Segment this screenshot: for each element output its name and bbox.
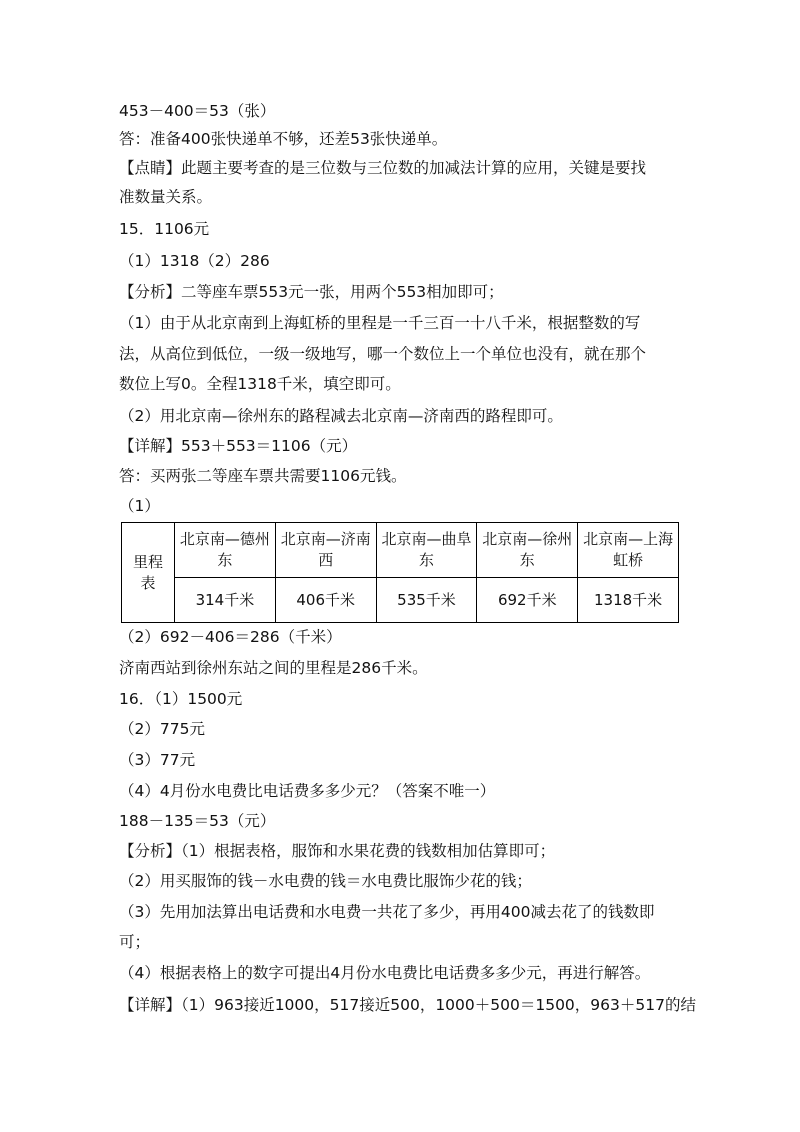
route-header: 北京南—曲阜东 (376, 523, 477, 578)
analysis-line: 【分析】二等座车票553元一张，用两个553相加即可； (119, 283, 504, 301)
analysis-16-part-3-cont: 可； (119, 933, 151, 951)
question-16-calc: 188－135＝53（元） (119, 812, 276, 830)
calc-line: 453－400＝53（张） (119, 102, 276, 120)
part-2-calc: （2）692－406＝286（千米） (119, 628, 342, 646)
part-1-label: （1） (119, 497, 160, 515)
route-header: 北京南—德州东 (175, 523, 276, 578)
question-16-part-1: 16．（1）1500元 (119, 690, 243, 708)
analysis-part-1-end: 数位上写0。全程1318千米，填空即可。 (119, 375, 401, 393)
answer-line: 答：准备400张快递单不够，还差53张快递单。 (119, 130, 448, 148)
question-16-part-4: （4）4月份水电费比电话费多多少元？（答案不唯一） (119, 782, 496, 800)
distance-cell: 406千米 (275, 578, 376, 623)
route-header: 北京南—济南西 (275, 523, 376, 578)
question-15-answer: 15．1106元 (119, 220, 210, 238)
question-16-part-2: （2）775元 (119, 720, 205, 738)
analysis-16-part-3: （3）先用加法算出电话费和水电费一共花了多少，再用400减去花了的钱数即 (119, 903, 655, 921)
mileage-table (121, 522, 679, 623)
distance-cell: 535千米 (376, 578, 477, 623)
analysis-16-part-1: 【分析】（1）根据表格，服饰和水果花费的钱数相加估算即可； (119, 842, 556, 860)
detail-16-line: 【详解】（1）963接近1000，517接近500，1000＋500＝1500，963＋517的结 (119, 996, 696, 1014)
question-16-part-3: （3）77元 (119, 751, 196, 769)
analysis-16-part-2: （2）用买服饰的钱－水电费的钱＝水电费比服饰少花的钱； (119, 872, 532, 890)
table-row-header: 里程表 (122, 523, 175, 623)
route-header: 北京南—上海虹桥 (578, 523, 679, 578)
distance-cell: 692千米 (477, 578, 578, 623)
part-2-answer: 济南西站到徐州东站之间的里程是286千米。 (119, 659, 428, 677)
note-line-cont: 准数量关系。 (119, 188, 213, 206)
distance-cell: 314千米 (175, 578, 276, 623)
distance-cell: 1318千米 (578, 578, 679, 623)
note-line: 【点睛】此题主要考查的是三位数与三位数的加减法计算的应用，关键是要找 (119, 159, 647, 177)
analysis-part-1: （1）由于从北京南到上海虹桥的里程是一千三百一十八千米，根据整数的写 (119, 314, 641, 332)
route-header: 北京南—徐州东 (477, 523, 578, 578)
detail-calc-line: 【详解】553＋553＝1106（元） (119, 437, 358, 455)
analysis-part-2: （2）用北京南—徐州东的路程减去北京南—济南西的路程即可。 (119, 407, 563, 425)
answer-line-2: 答：买两张二等座车票共需要1106元钱。 (119, 467, 407, 485)
answer-parts: （1）1318（2）286 (119, 252, 270, 270)
analysis-part-1-cont: 法，从高位到低位，一级一级地写，哪一个数位上一个单位也没有，就在那个 (119, 345, 647, 363)
analysis-16-part-4: （4）根据表格上的数字可提出4月份水电费比电话费多多少元，再进行解答。 (119, 964, 651, 982)
